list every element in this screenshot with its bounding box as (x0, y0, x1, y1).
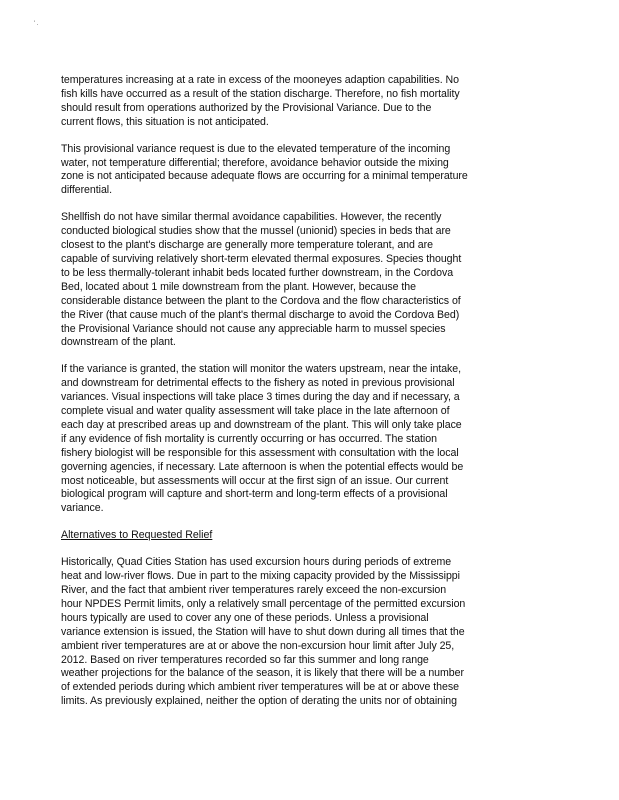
text-line: conducted biological studies show that the mussel (unionid) species in beds that are (61, 225, 451, 238)
text-line: ambient river temperatures are at or above the non-excursion hour limit after July 25, (61, 639, 455, 652)
text-line: This provisional variance request is due to the elevated temperature of the incoming (61, 142, 451, 155)
text-line: variance. (61, 502, 104, 515)
text-line: the Provisional Variance should not cause any appreciable harm to mussel species (61, 322, 446, 335)
paragraph-mooneye-adaption (61, 74, 523, 130)
text-line: zone is not anticipated because adequate flows are occurring for a minimal temperature (61, 170, 468, 183)
paragraph-excursion-hours (61, 556, 523, 709)
text-line: limits. As previously explained, neither the option of derating the units nor of obtaining (61, 695, 457, 708)
text-line: hours typically are used to cover any one of these periods. Unless a provisional (61, 611, 429, 624)
text-line: each day at prescribed areas up and downstream of the plant. This will only take place (61, 418, 462, 431)
text-line: differential. (61, 184, 112, 197)
text-line: complete visual and water quality assessment will take place in the late afternoon of (61, 405, 450, 418)
text-line: closest to the plant's discharge are generally more temperature tolerant, and are (61, 239, 433, 252)
text-line: capable of surviving relatively short-term elevated thermal exposures. Species thought (61, 252, 462, 265)
text-line: to be less thermally-tolerant inhabit beds located further downstream, in the Cordova (61, 266, 454, 279)
text-line: heat and low-river flows. Due in part to the mixing capacity provided by the Mississippi (61, 570, 460, 583)
text-line: Bed, located about 1 mile downstream from the plant. However, because the (61, 280, 416, 293)
scan-mark: ' . (34, 21, 39, 27)
text-line: temperatures increasing at a rate in excess of the mooneyes adaption capabilities. No (61, 74, 459, 86)
text-line: governing agencies, if necessary. Late afternoon is when the potential effects would be (61, 460, 464, 473)
text-line: variance extension is issued, the Station will have to shut down during all times that the (61, 625, 465, 638)
document-page (61, 74, 523, 722)
text-line: considerable distance between the plant to the Cordova and the flow characteristics of (61, 294, 461, 307)
text-line: and downstream for detrimental effects to the fishery as noted in previous provisional (61, 377, 455, 390)
text-line: If the variance is granted, the station will monitor the waters upstream, near the intake, (61, 363, 462, 376)
text-line: hour NPDES Permit limits, only a relatively small percentage of the permitted excursion (61, 597, 466, 610)
text-line: 2012. Based on river temperatures recorded so far this summer and long range (61, 653, 429, 666)
paragraph-shellfish (61, 211, 523, 350)
text-line: fish kills have occurred as a result of the station discharge. Therefore, no fish mortality (61, 87, 460, 100)
text-line: variances. Visual inspections will take place 3 times during the day and if necessary, a (61, 391, 460, 404)
section-heading-alternatives: Alternatives to Requested Relief (61, 529, 213, 542)
text-line: Shellfish do not have similar thermal avoidance capabilities. However, the recently (61, 211, 442, 224)
paragraph-monitoring (61, 363, 523, 516)
text-line: fishery biologist will be responsible for this assessment with consultation with the local (61, 446, 459, 459)
text-line: River, and the fact that ambient river temperatures rarely exceed the non-excursion (61, 584, 447, 596)
text-line: current flows, this situation is not anticipated. (61, 115, 269, 128)
text-line: weather projections for the balance of the season, it is likely that there will be a number (61, 667, 464, 680)
text-line: Historically, Quad Cities Station has used excursion hours during periods of extreme (61, 556, 452, 569)
paragraph-avoidance-behavior (61, 143, 523, 199)
text-line: the River (that cause much of the plant's thermal discharge to avoid the Cordova Bed) (61, 308, 460, 321)
text-line: downstream of the plant. (61, 336, 176, 349)
text-line: if any evidence of fish mortality is currently occurring or has occurred. The station (61, 432, 437, 445)
text-line: water, not temperature differential; therefore, avoidance behavior outside the mixing (61, 156, 449, 169)
text-line: biological program will capture and short-term and long-term effects of a provisional (61, 488, 448, 501)
text-line: most noticeable, but assessments will occur at the first sign of an issue. Our current (61, 474, 449, 487)
text-line: of extended periods during which ambient river temperatures will be at or above these (61, 681, 459, 694)
text-line: should result from operations authorized by the Provisional Variance. Due to the (61, 101, 432, 114)
